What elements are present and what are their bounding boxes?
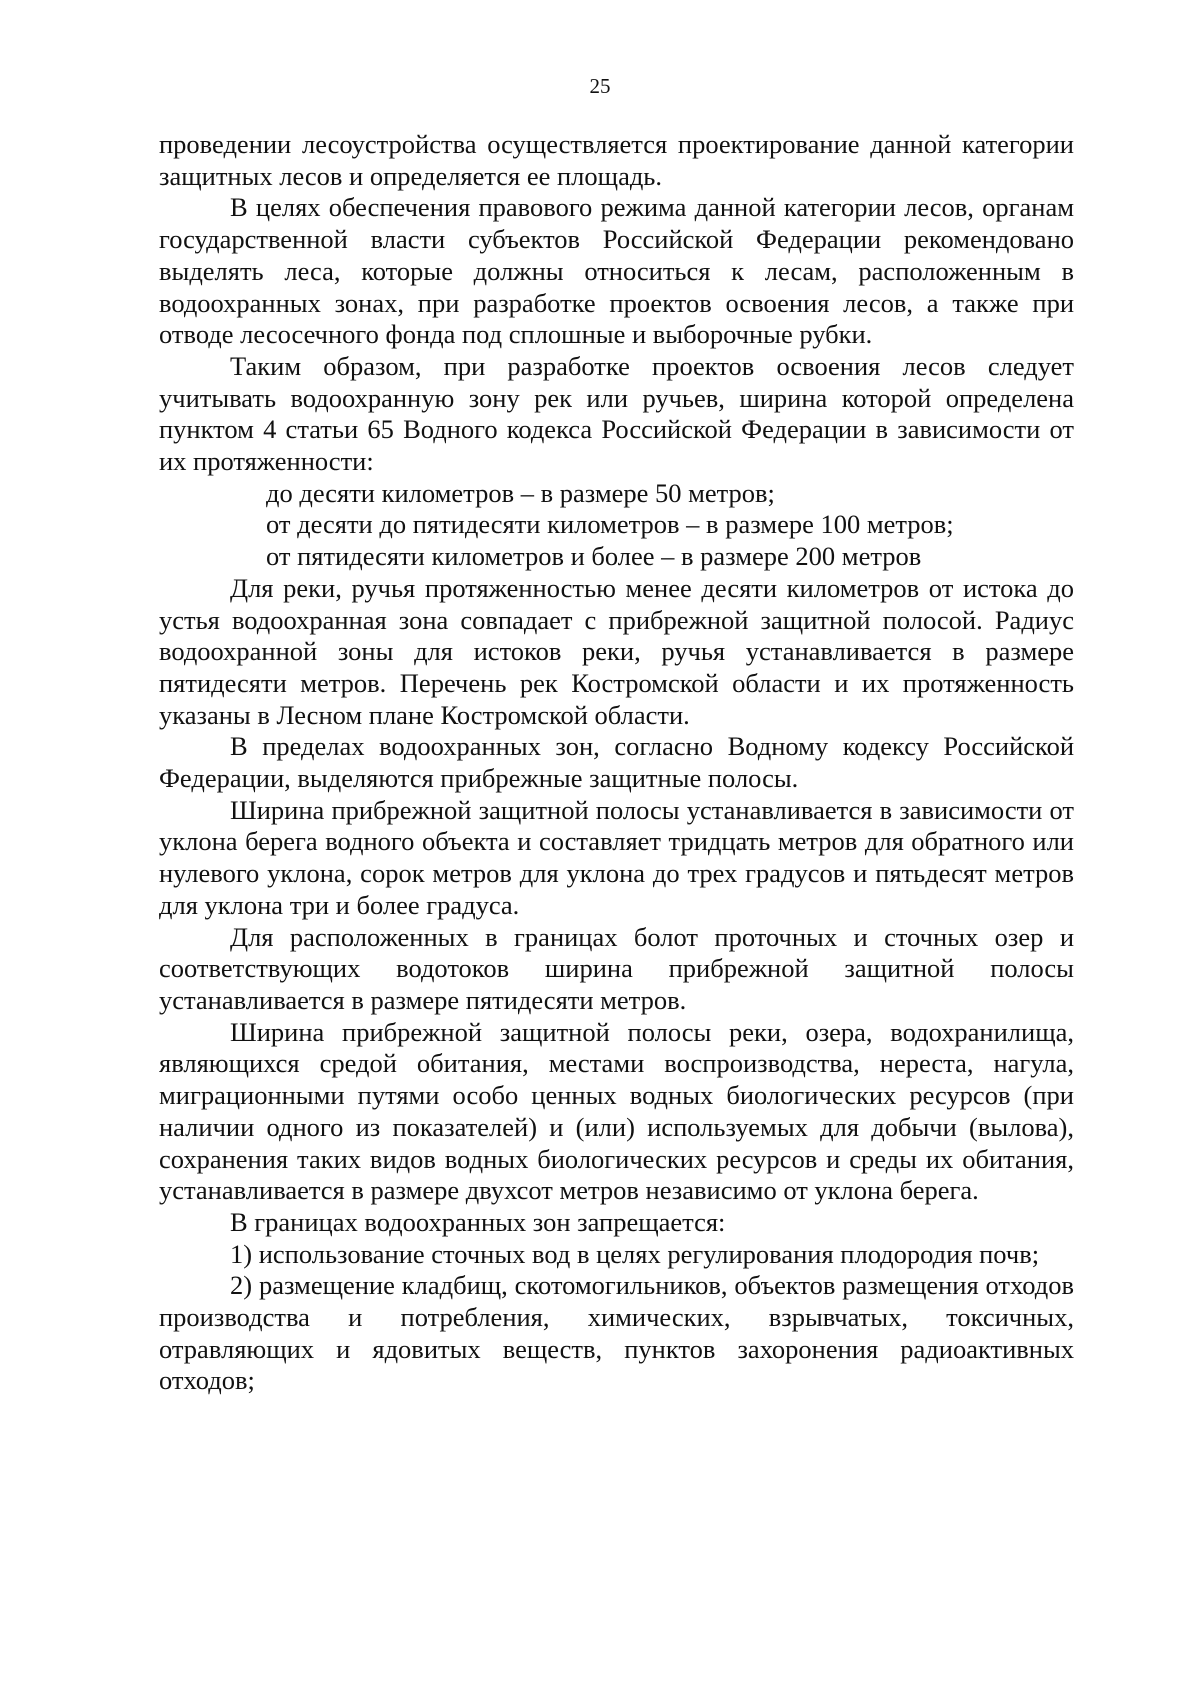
paragraph-swamp-lakes: Для расположенных в границах болот проточных и сточных озер и соответствующих водотоков ширина прибрежной защитной полосы устанавливается в размере пятидесяти метров.: [159, 921, 1074, 1015]
paragraph-water-protection-zone: Таким образом, при разработке проектов освоения лесов следует учитывать водоохранную зону рек или ручьев, ширина которой определена пунктом 4 статьи 65 Водного кодекса Российской Федерации в зависимости от их протяженности:: [159, 350, 1074, 477]
paragraph-strip-width-slope: Ширина прибрежной защитной полосы устанавливается в зависимости от уклона берега водного объекта и составляет тридцать метров для обратного или нулевого уклона, сорок метров для уклона до трех градусов и пятьдесят метров для уклона три и более градуса.: [159, 794, 1074, 920]
paragraph-legal-regime: В целях обеспечения правового режима данной категории лесов, органам государственной власти субъектов Российской Федерации рекомендовано выделять леса, которые должны относиться к лесам, расположенным в водоохранных зонах, при разработке проектов освоения лесов, а также при отводе лесосечного фонда под сплошные и выборочные рубки.: [159, 192, 1074, 350]
document-body: [159, 129, 1074, 1397]
list-item-fifty-km-and-more: от пятидесяти километров и более – в размере 200 метров: [266, 541, 922, 572]
page-number: 25: [589, 74, 611, 98]
paragraph-prohibition-1: 1) использование сточных вод в целях регулирования плодородия почв;: [230, 1238, 1040, 1269]
paragraph-protective-strips: В пределах водоохранных зон, согласно Водному кодексу Российской Федерации, выделяются прибрежные защитные полосы.: [159, 731, 1074, 794]
paragraph-prohibitions-intro: В границах водоохранных зон запрещается:: [230, 1206, 726, 1237]
list-item-up-to-ten-km: до десяти километров – в размере 50 метров;: [266, 477, 775, 508]
paragraph-valuable-resources: Ширина прибрежной защитной полосы реки, озера, водохранилища, являющихся средой обитания, местами воспроизводства, нереста, нагула, миграционными путями особо ценных водных биологических ресурсов (при наличии одного из показателей) и (или) используемых для добычи (вылова), сохранения таких видов водных биологических ресурсов и среды их обитания, устанавливается в размере двухсот метров независимо от уклона берега.: [159, 1016, 1074, 1206]
list-item-ten-to-fifty-km: от десяти до пятидесяти километров – в размере 100 метров;: [266, 509, 954, 540]
paragraph-short-rivers: Для реки, ручья протяженностью менее десяти километров от истока до устья водоохранная зона совпадает с прибрежной защитной полосой. Радиус водоохранной зоны для истоков реки, ручья устанавливается в размере пятидесяти метров. Перечень рек Костромской области и их протяженность указаны в Лесном плане Костромской области.: [159, 572, 1074, 730]
paragraph-continuation: проведении лесоустройства осуществляется проектирование данной категории защитных лесов и определяется ее площадь.: [159, 129, 1074, 191]
paragraph-prohibition-2: 2) размещение кладбищ, скотомогильников, объектов размещения отходов производства и потребления, химических, взрывчатых, токсичных, отравляющих и ядовитых веществ, пунктов захоронения радиоактивных отходов;: [159, 1270, 1074, 1396]
